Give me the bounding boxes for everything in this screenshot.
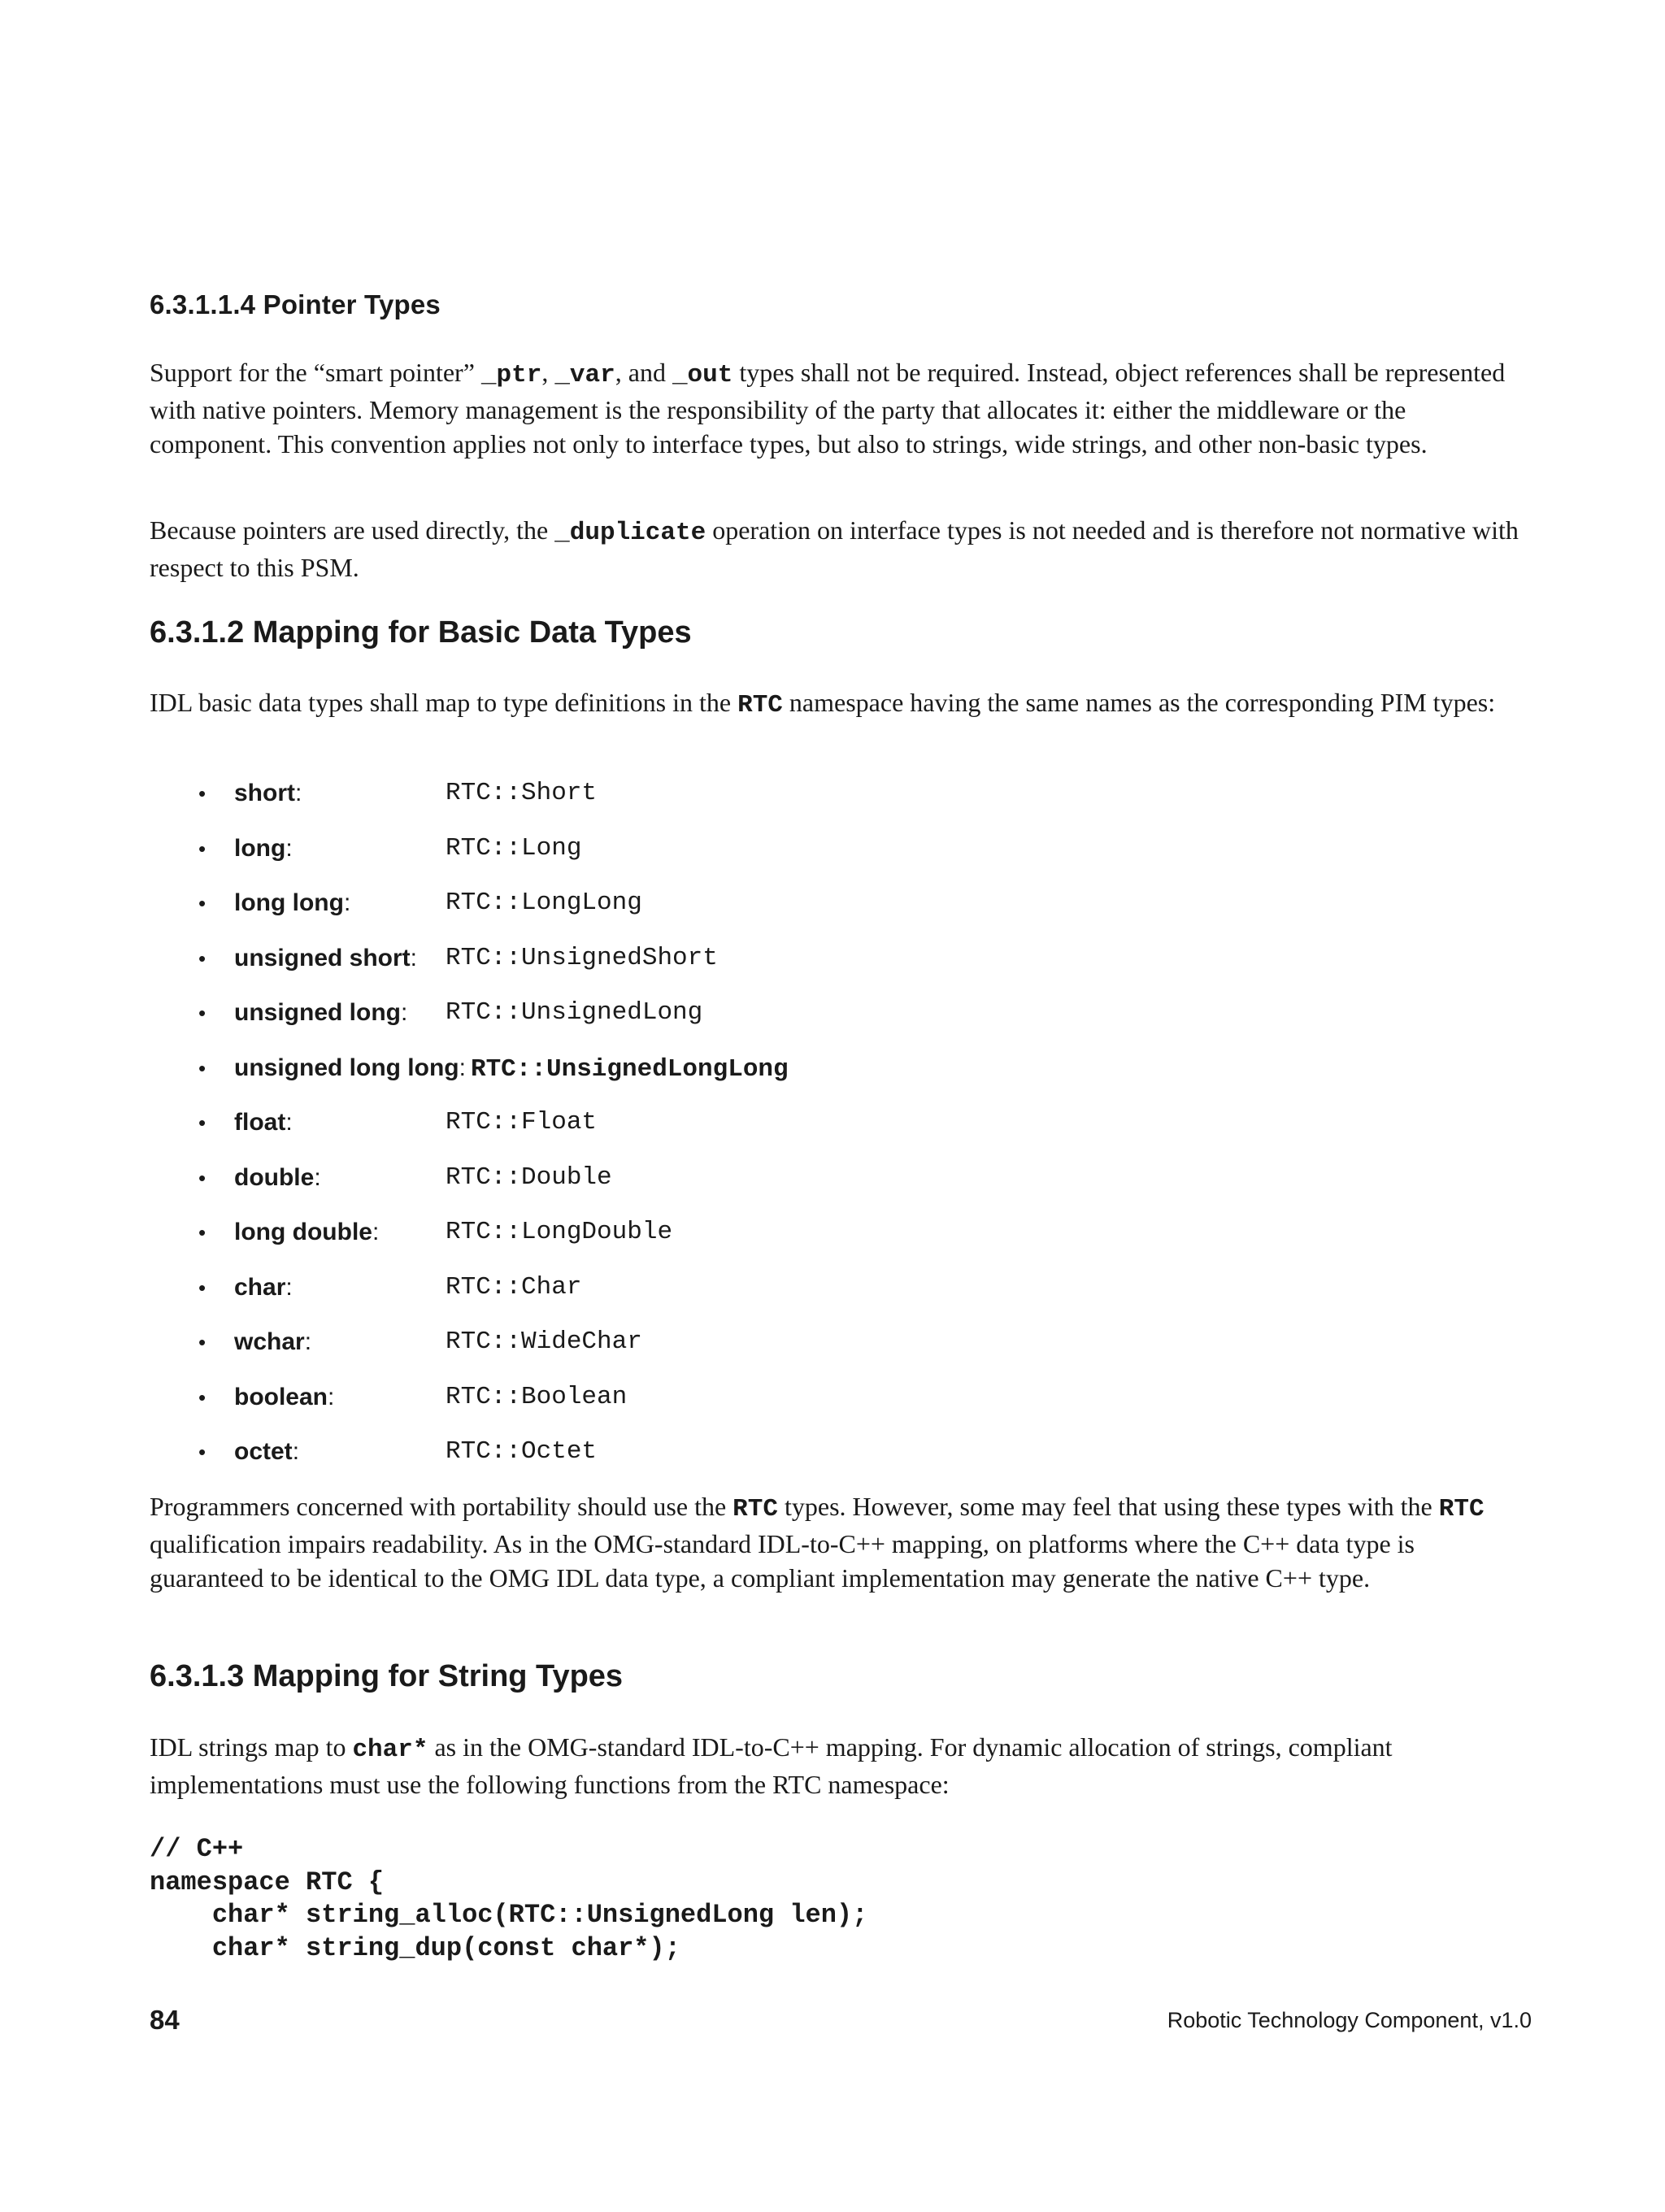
text-run: , and [615, 358, 672, 387]
type-value: RTC::Short [446, 779, 598, 807]
footer-doc-title: Robotic Technology Component, v1.0 [1167, 2008, 1532, 2032]
bullet-icon: • [198, 1330, 206, 1354]
paragraph-pointer-support [150, 355, 1532, 461]
bullet-icon: • [198, 836, 206, 861]
code-block [150, 1833, 867, 1965]
paragraph-basic-intro [150, 685, 1532, 723]
code-char-ptr: char* [352, 1736, 428, 1764]
term-label: char [234, 1273, 286, 1301]
type-value: RTC::Char [446, 1272, 582, 1302]
type-value: RTC::LongDouble [446, 1218, 673, 1246]
type-value: RTC::UnsignedLong [446, 998, 703, 1027]
term-label: unsigned short [234, 944, 411, 971]
term-label: long long [234, 889, 344, 916]
type-term: char: [234, 1273, 293, 1301]
bullet-icon: • [198, 1275, 206, 1300]
code-out: _out [672, 361, 733, 389]
code-duplicate: _duplicate [554, 519, 706, 547]
code-line: // C++ [150, 1834, 244, 1864]
text-run: types shall not be required. Instead, object references shall be represented with native pointers. Memory management is the responsibility of the party that allocates it: either the middleware or the component. This convention applies not only to interface types, but also to strings, wide strings, and other non-basic types. [150, 358, 1506, 458]
type-term: float: [234, 1109, 293, 1136]
type-term: unsigned short: [234, 944, 418, 971]
code-rtc: RTC [733, 1495, 778, 1523]
term-label: long double [234, 1219, 372, 1245]
heading-basic-data-types: 6.3.1.2 Mapping for Basic Data Types [150, 615, 692, 650]
text-run: as in the OMG-standard IDL-to-C++ mapping. For dynamic allocation of strings, compliant implementations must use the following functions from the RTC namespace: [150, 1732, 1393, 1799]
type-term: octet: [234, 1438, 300, 1465]
code-line: namespace RTC { [150, 1867, 385, 1897]
text-run: IDL basic data types shall map to type definitions in the [150, 688, 738, 717]
type-value: RTC::Float [446, 1108, 598, 1136]
term-label: unsigned long long [234, 1054, 459, 1081]
term-label: boolean [234, 1383, 328, 1410]
text-run: Programmers concerned with portability should use the [150, 1492, 733, 1521]
type-value: RTC::Octet [446, 1437, 598, 1466]
type-value: RTC::UnsignedLongLong [470, 1054, 789, 1084]
type-term: short: [234, 780, 302, 806]
term-label: long [234, 834, 286, 862]
bullet-icon: • [198, 781, 206, 806]
heading-string-types: 6.3.1.3 Mapping for String Types [150, 1659, 624, 1693]
term-label: short [234, 780, 295, 806]
type-term: double: [234, 1163, 321, 1191]
bullet-icon: • [198, 1110, 206, 1135]
term-label: unsigned long [234, 999, 401, 1026]
text-run: , [541, 358, 555, 387]
document-page [150, 0, 1532, 2212]
type-value: RTC::WideChar [446, 1328, 642, 1356]
code-line: char* string_dup(const char*); [150, 1932, 680, 1963]
type-term: wchar: [234, 1328, 312, 1355]
type-term: long long: [234, 889, 351, 916]
type-value: RTC::UnsignedShort [446, 943, 718, 972]
type-term: long: [234, 834, 293, 862]
page-number: 84 [150, 2005, 180, 2035]
type-term: unsigned long: [234, 999, 408, 1026]
text-run: namespace having the same names as the corresponding PIM types: [782, 688, 1496, 717]
bullet-icon: • [198, 1220, 206, 1245]
code-ptr: _ptr [480, 361, 542, 389]
text-run: IDL strings map to [150, 1732, 353, 1762]
bullet-icon: • [198, 1165, 206, 1190]
type-value: RTC::Boolean [446, 1382, 628, 1411]
heading-pointer-types: 6.3.1.1.4 Pointer Types [150, 289, 441, 319]
paragraph-portability [150, 1489, 1532, 1595]
text-run: qualification impairs readability. As in the OMG-standard IDL-to-C++ mapping, on platforms where the C++ data type is guaranteed to be identical to the OMG IDL data type, a compliant implementation may generate the native C++ type. [150, 1529, 1415, 1593]
bullet-icon: • [198, 1440, 206, 1464]
type-value: RTC::Long [446, 833, 582, 863]
type-value: RTC::Double [446, 1162, 612, 1192]
term-label: float [234, 1109, 286, 1136]
term-label: wchar [234, 1328, 305, 1355]
type-term: unsigned long long: RTC::UnsignedLongLong [234, 1054, 789, 1084]
code-line: char* string_alloc(RTC::UnsignedLong len); [150, 1900, 868, 1930]
bullet-icon: • [198, 1001, 206, 1025]
term-label: double [234, 1163, 315, 1191]
paragraph-string-intro [150, 1730, 1532, 1801]
bullet-icon: • [198, 891, 206, 915]
type-term: boolean: [234, 1383, 335, 1410]
text-run: Because pointers are used directly, the [150, 515, 555, 545]
paragraph-duplicate [150, 513, 1532, 585]
type-value: RTC::LongLong [446, 889, 642, 917]
text-run: operation on interface types is not needed and is therefore not normative with respect to this PSM. [150, 515, 1519, 582]
bullet-icon: • [198, 1055, 206, 1080]
text-run: types. However, some may feel that using these types with the [777, 1492, 1439, 1521]
code-var: _var [554, 361, 615, 389]
text-run: Support for the “smart pointer” [150, 358, 481, 387]
bullet-icon: • [198, 945, 206, 971]
term-label: octet [234, 1438, 293, 1465]
bullet-icon: • [198, 1384, 206, 1410]
code-rtc: RTC [737, 691, 783, 719]
code-rtc: RTC [1438, 1495, 1485, 1523]
type-term: long double: [234, 1219, 380, 1245]
